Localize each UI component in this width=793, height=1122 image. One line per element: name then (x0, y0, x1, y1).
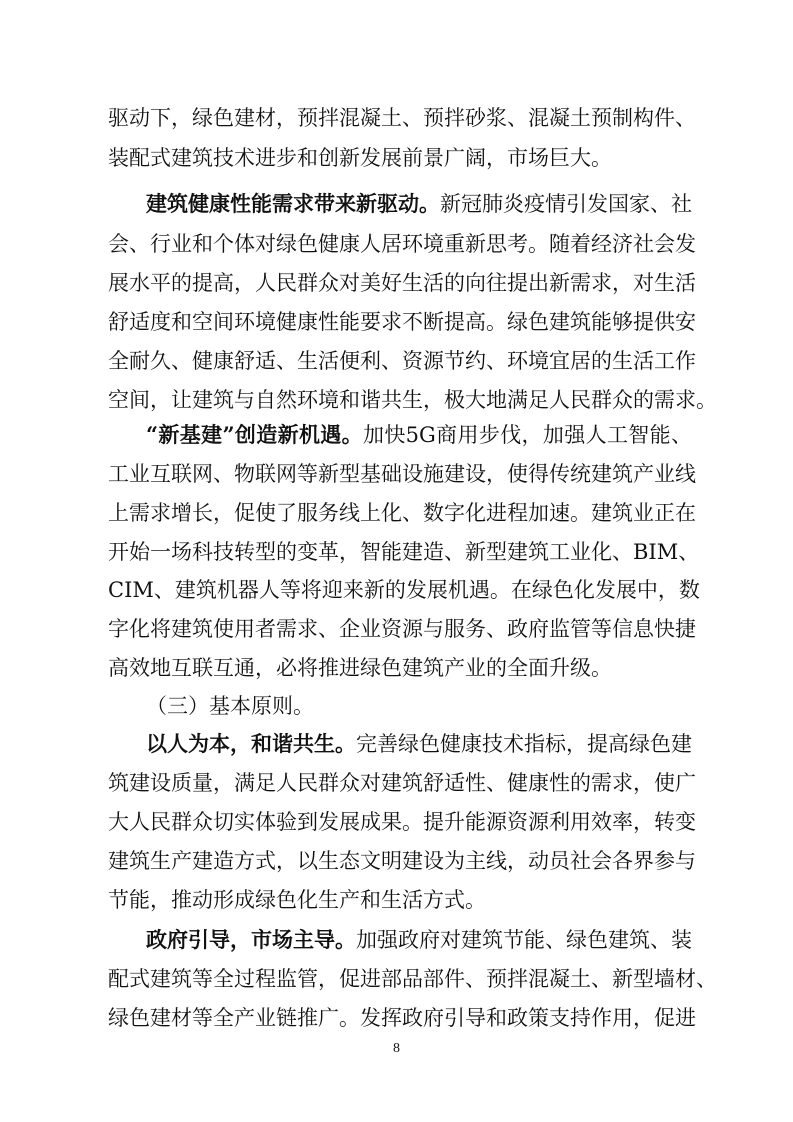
text-line-21: 节能，推动形成绿色化生产和生活方式。 (108, 888, 486, 912)
text-line-19: 大人民群众切实体验到发展成果。提升能源资源利用效率，转变 (108, 810, 696, 834)
text-line-10: 工业互联网、物联网等新型基础设施建设，使得传统建筑产业线 (108, 462, 696, 486)
text-line-5: 展水平的提高，人民群众对美好生活的向往提出新需求，对生活 (108, 271, 696, 295)
text-line-8: 空间，让建筑与自然环境和谐共生，极大地满足人民群众的需求。 (108, 388, 717, 412)
paragraph-heading: “新基建”创造新机遇。 (146, 422, 363, 447)
paragraph-government-guide-line-1: 政府引导，市场主导。加强政府对建筑节能、绿色建筑、装 (146, 927, 692, 952)
text-line-14: 字化将建筑使用者需求、企业资源与服务、政府监管等信息快捷 (108, 617, 696, 641)
text-line-18: 筑建设质量，满足人民群众对建筑舒适性、健康性的需求，使广 (108, 771, 696, 795)
text-line-24: 绿色建材等全产业链推广。发挥政府引导和政策支持作用，促进 (108, 1006, 696, 1030)
text-line-13: CIM、建筑机器人等将迎来新的发展机遇。在绿色化发展中，数 (108, 578, 700, 602)
paragraph-heading: 政府引导，市场主导。 (146, 927, 356, 952)
paragraph-heading: 建筑健康性能需求带来新驱动。 (146, 191, 440, 216)
paragraph-new-infra-line-1: “新基建”创造新机遇。加快5G商用步伐，加强人工智能、 (146, 422, 692, 447)
page-number: 8 (393, 1041, 400, 1056)
text-line-4: 会、行业和个体对绿色健康人居环境重新思考。随着经济社会发 (108, 232, 696, 256)
text-line-1: 驱动下，绿色建材，预拌混凝土、预拌砂浆、混凝土预制构件、 (108, 106, 696, 130)
paragraph-heading: 以人为本，和谐共生。 (146, 731, 356, 756)
text-line-7: 全耐久、健康舒适、生活便利、资源节约、环境宜居的生活工作 (108, 349, 696, 373)
text-line-23: 配式建筑等全过程监管，促进部品部件、预拌混凝土、新型墙材、 (108, 967, 717, 991)
text-line-15: 高效地互联互通，必将推进绿色建筑产业的全面升级。 (108, 656, 612, 680)
text-line-6: 舒适度和空间环境健康性能要求不断提高。绿色建筑能够提供安 (108, 310, 696, 334)
text-line-11: 上需求增长，促使了服务线上化、数字化进程加速。建筑业正在 (108, 501, 696, 525)
paragraph-people-oriented-line-1: 以人为本，和谐共生。完善绿色健康技术指标，提高绿色建 (146, 731, 692, 756)
paragraph-health-demand-line-1: 建筑健康性能需求带来新驱动。新冠肺炎疫情引发国家、社 (146, 191, 692, 216)
section-heading-basic-principles: （三）基本原则。 (146, 694, 314, 718)
text-line-20: 建筑生产建造方式，以生态文明建设为主线，动员社会各界参与 (108, 849, 696, 873)
text-line-2: 装配式建筑技术进步和创新发展前景广阔，市场巨大。 (108, 146, 612, 170)
text-line-12: 开始一场科技转型的变革，智能建造、新型建筑工业化、BIM、 (108, 540, 700, 564)
